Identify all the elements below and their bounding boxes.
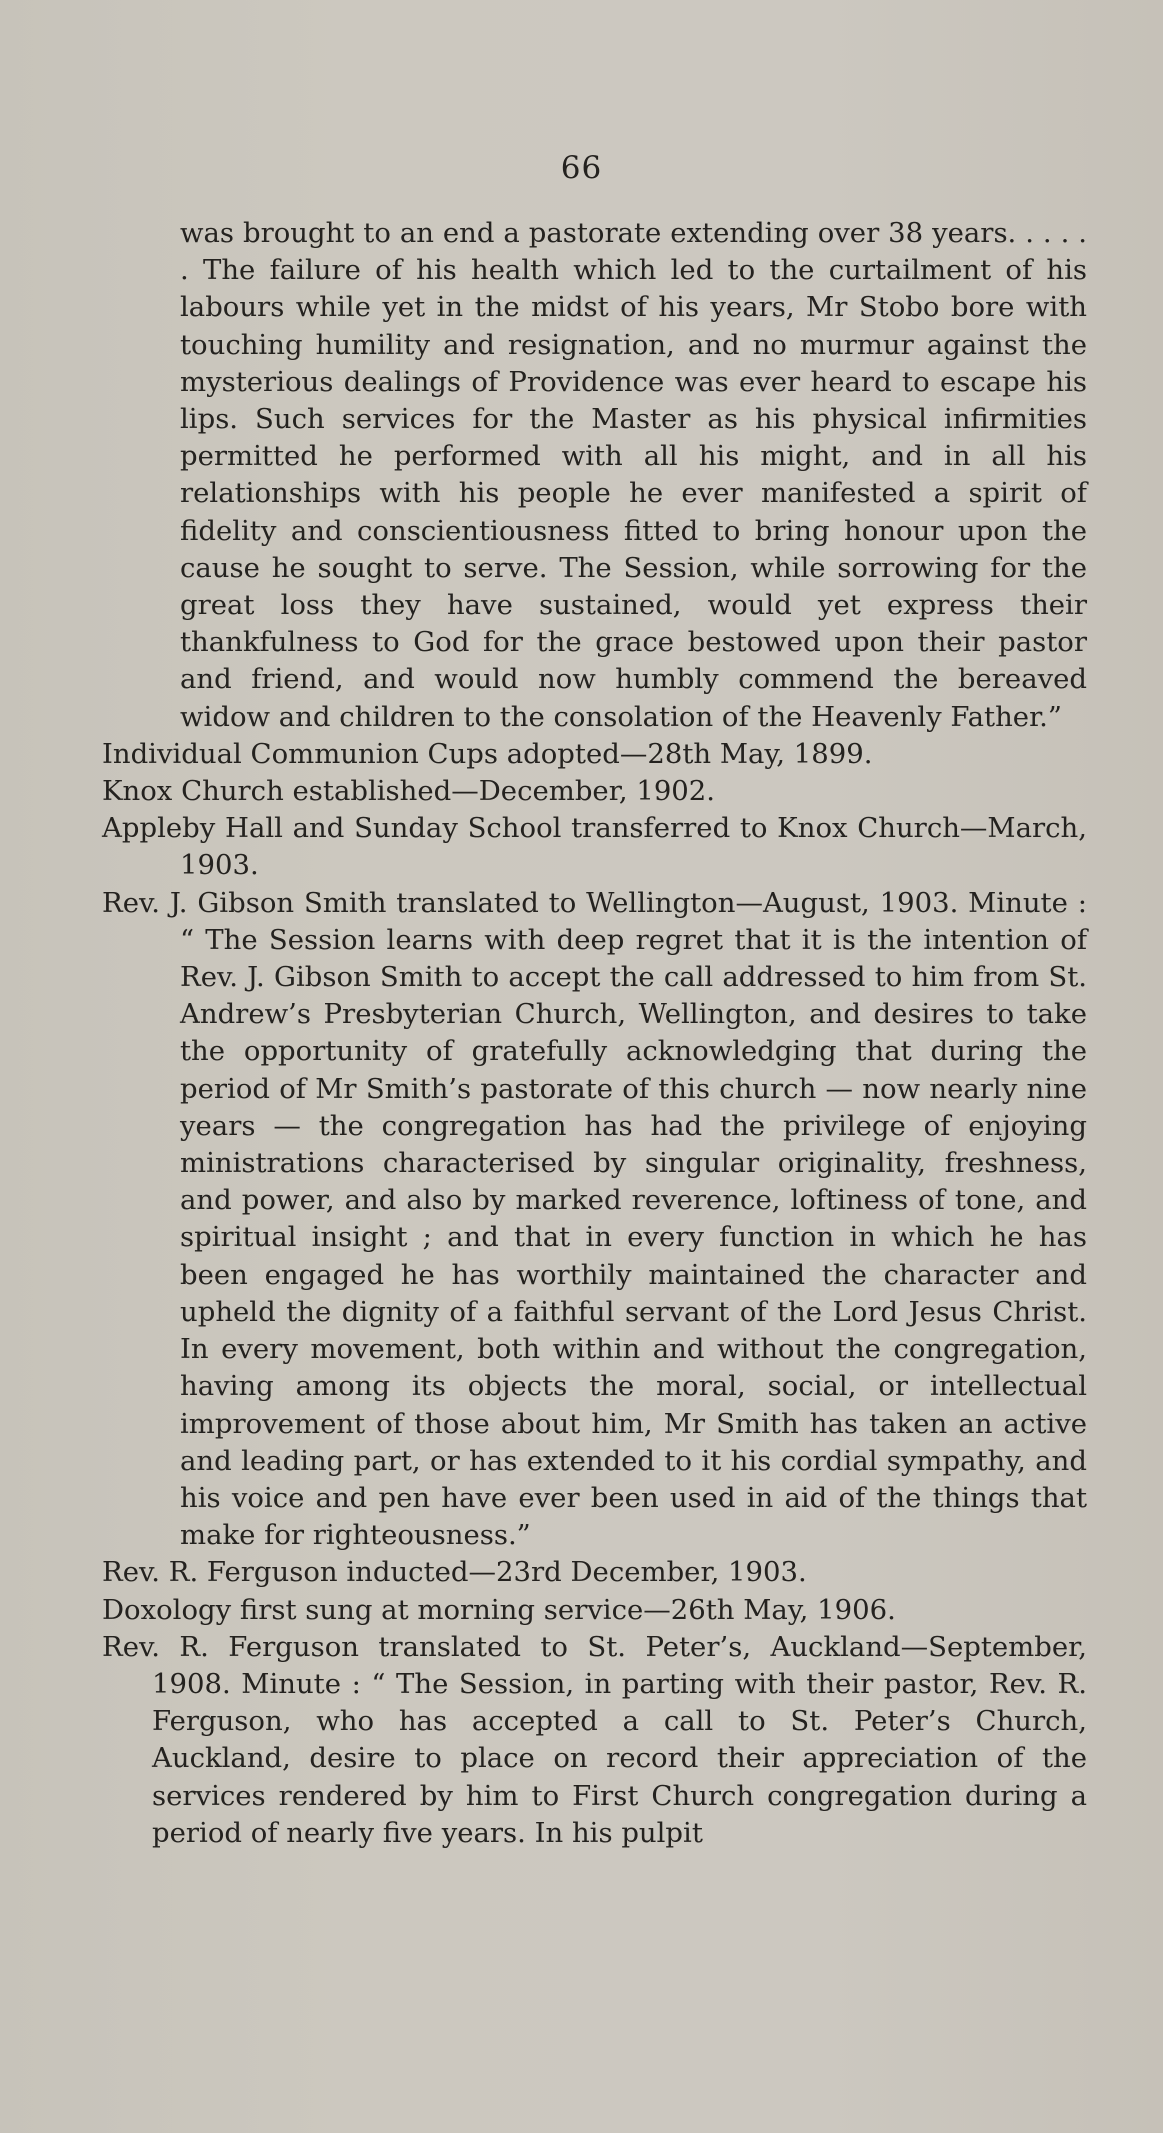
- entry-knox-church: Knox Church established—December, 1902.: [102, 775, 716, 808]
- page-body: [102, 215, 1087, 1852]
- entry-doxology: Doxology first sung at morning service—26th May, 1906.: [102, 1593, 896, 1626]
- continued-minute-paragraph: was brought to an end a pastorate extending over 38 years. . . . . . The failure of his health which led to the curtailment of his labours while yet in the midst of his years, Mr Stobo bore with touching humility and resignation, and no murmur against the mysterious dealings of Providence was ever heard to escape his lips. Such services for the Master as his physical infirmities permitted he performed with all his might, and in all his relationships with his people he ever manifested a spirit of fidelity and conscientiousness fitted to bring honour upon the cause he sought to serve. The Session, while sorrowing for the great loss they have sustained, would yet express their thankfulness to God for the grace bestowed upon their pastor and friend, and would now humbly commend the bereaved widow and children to the consolation of the Heavenly Father.”: [180, 217, 1087, 733]
- entry-ferguson-translated: Rev. R. Ferguson translated to St. Peter’s, Auckland—September, 1908. Minute : “ The Session, in parting with their pastor, Rev. R. Ferguson, who has accepted a call to St. Peter’s Church, Auckland, desire to place on record their appreciation of the services rendered by him to First Church congregation during a period of nearly five years. In his pulpit: [102, 1630, 1087, 1849]
- page-number: 66: [560, 150, 603, 186]
- entry-ferguson-inducted: Rev. R. Ferguson inducted—23rd December, 1903.: [102, 1556, 807, 1589]
- entry-communion-cups: Individual Communion Cups adopted—28th May, 1899.: [102, 737, 873, 770]
- entry-appleby-hall: Appleby Hall and Sunday School transferred to Knox Church—March, 1903.: [102, 812, 1087, 882]
- entry-gibson-smith: Rev. J. Gibson Smith translated to Wellington—August, 1903. Minute : “ The Session learns with deep regret that it is the intention of Rev. J. Gibson Smith to accept the call addressed to him from St. Andrew’s Presbyterian Church, Wellington, and desires to take the opportunity of gratefully acknowledging that during the period of Mr Smith’s pastorate of this church — now nearly nine years — the congregation has had the privilege of enjoying ministrations characterised by singular originality, freshness, and power, and also by marked reverence, loftiness of tone, and spiritual insight ; and that in every function in which he has been engaged he has worthily maintained the character and upheld the dignity of a faithful servant of the Lord Jesus Christ. In every movement, both within and without the congregation, having among its objects the moral, social, or intellectual improvement of those about him, Mr Smith has taken an active and leading part, or has extended to it his cordial sympathy, and his voice and pen have ever been used in aid of the things that make for righteousness.”: [102, 886, 1087, 1552]
